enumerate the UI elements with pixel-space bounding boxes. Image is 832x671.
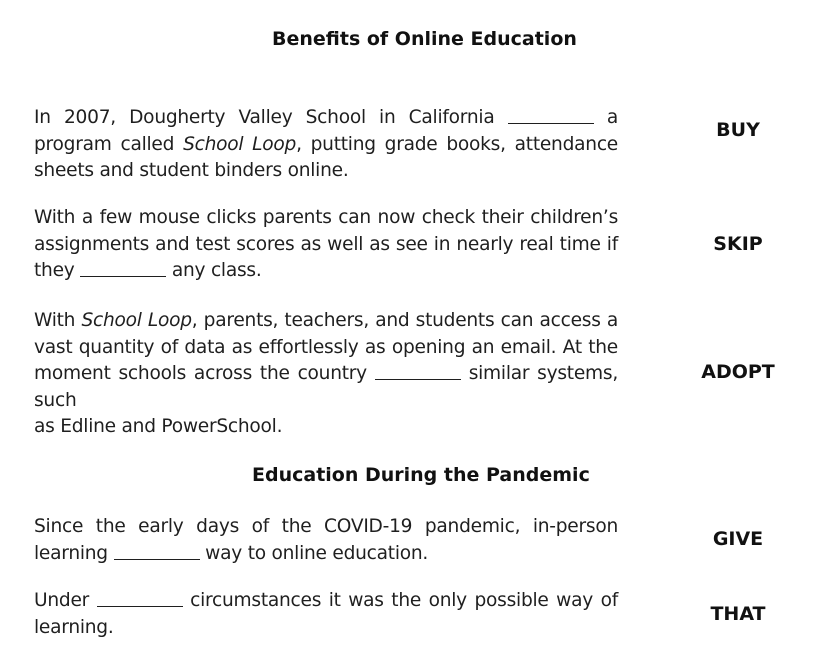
answer-blank[interactable] [80, 275, 166, 277]
item-text-before: , parents, teachers, and students can access a vast quantity of data as effortlessly as opening an email. At the moment schools across the country [34, 310, 618, 384]
item-text-after: way to online education. [199, 542, 429, 564]
exercise-item-2 [34, 205, 618, 285]
exercise-item-4 [34, 514, 618, 567]
exercise-item-1 [34, 105, 618, 185]
program-name: School Loop [183, 133, 297, 155]
keyword-buy: BUY [716, 119, 760, 141]
answer-blank[interactable] [508, 122, 594, 124]
section-title-pandemic: Education During the Pandemic [252, 464, 590, 486]
item-text-before: Under [34, 590, 97, 611]
item-text-after: , putting grade books, attendance sheets and student binders online. [34, 133, 618, 181]
keyword-adopt: ADOPT [701, 361, 775, 383]
item-text-middle: a program called [34, 107, 619, 155]
keyword-that: THAT [710, 603, 766, 625]
item-text-before: With a few mouse clicks parents can now check their children’s assignments and test scores as well as see in nearly real time if they [34, 207, 618, 281]
answer-blank[interactable] [375, 378, 461, 380]
keyword-give: GIVE [712, 528, 764, 550]
keyword-skip: SKIP [713, 233, 763, 255]
exercise-item-5 [34, 588, 618, 641]
program-name: School Loop [81, 310, 192, 331]
answer-blank[interactable] [114, 558, 200, 560]
item-text-before: In 2007, Dougherty Valley School in California [34, 107, 508, 128]
item-text-after: similar systems, such [34, 363, 618, 411]
item-text-before: Since the early days of the COVID-19 pandemic, in-person learning [34, 516, 618, 564]
section-title-benefits: Benefits of Online Education [272, 28, 577, 50]
item-text-after: any class. [166, 260, 262, 281]
answer-blank[interactable] [97, 605, 183, 607]
item-text-after: circumstances it was the only possible way of learning. [34, 590, 618, 638]
item-text-last-line: as Edline and PowerSchool. [34, 416, 283, 437]
exercise-item-3 [34, 308, 618, 441]
item-text-pre: With [34, 310, 82, 331]
